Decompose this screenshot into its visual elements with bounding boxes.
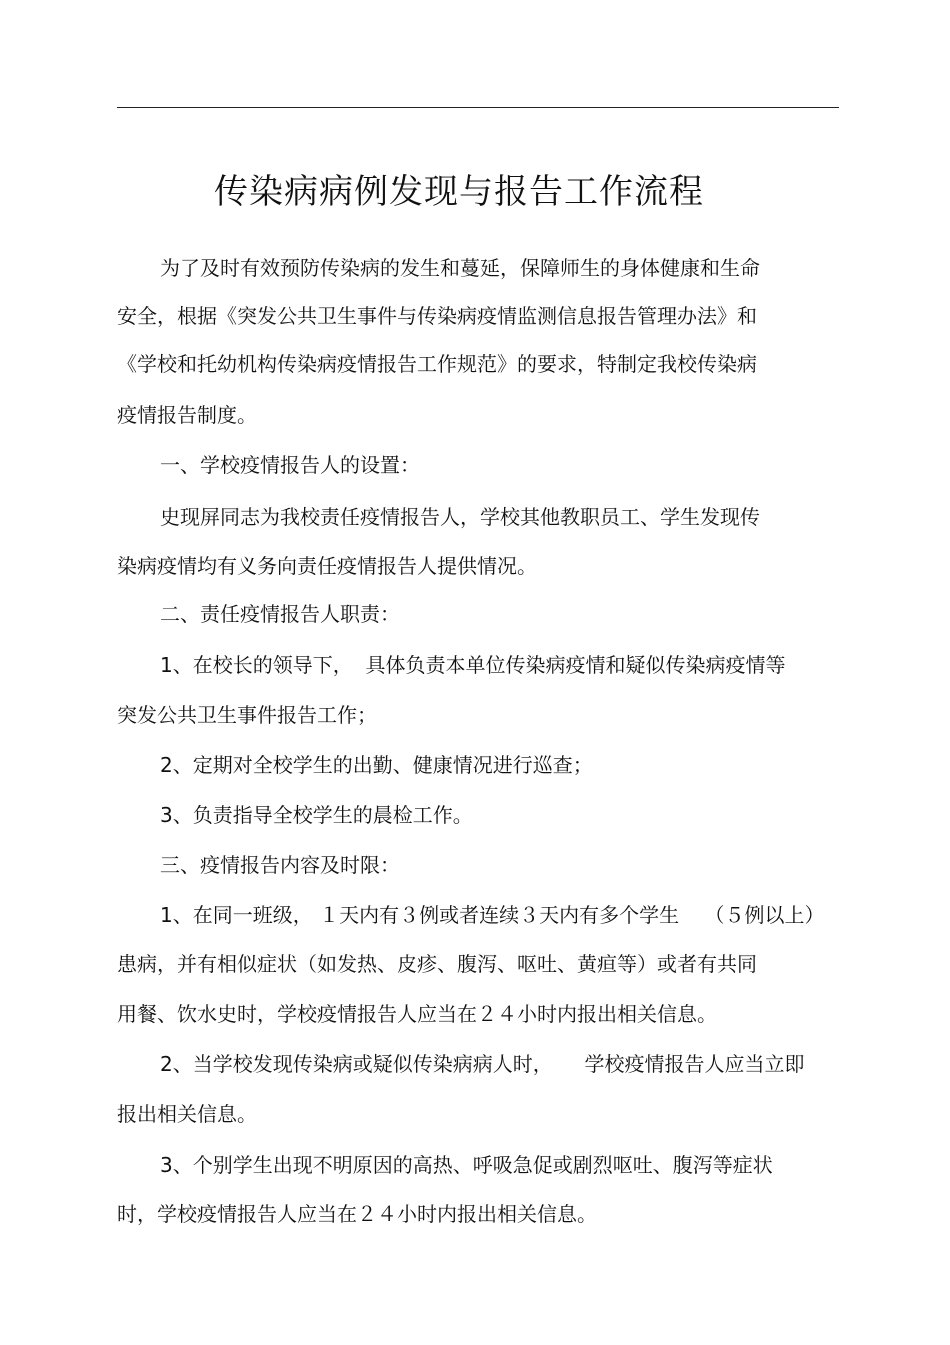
body-line: 史现屏同志为我校责任疫情报告人，学校其他教职员工、学生发现传 xyxy=(160,505,760,529)
body-line: 为了及时有效预防传染病的发生和蔓延，保障师生的身体健康和生命 xyxy=(160,256,760,280)
list-item-line: 1、在同一班级， １天内有３例或者连续３天内有多个学生 （５例以上） xyxy=(160,903,825,927)
body-line: 安全，根据《突发公共卫生事件与传染病疫情监测信息报告管理办法》和 xyxy=(117,304,757,328)
section-heading: 三、疫情报告内容及时限： xyxy=(160,853,400,877)
body-line: 《学校和托幼机构传染病疫情报告工作规范》的要求，特制定我校传染病 xyxy=(117,352,757,376)
list-item-line: 用餐、饮水史时，学校疫情报告人应当在２４小时内报出相关信息。 xyxy=(117,1002,717,1026)
list-item-line: 3、个别学生出现不明原因的高热、呼吸急促或剧烈呕吐、腹泻等症状 xyxy=(160,1153,773,1177)
list-item-line: 患病，并有相似症状（如发热、皮疹、腹泻、呕吐、黄疸等）或者有共同 xyxy=(117,952,757,976)
header-rule xyxy=(117,107,839,108)
list-item-line: 突发公共卫生事件报告工作； xyxy=(117,703,377,727)
section-heading: 一、学校疫情报告人的设置： xyxy=(160,453,420,477)
body-line: 疫情报告制度。 xyxy=(117,403,257,427)
body-line: 染病疫情均有义务向责任疫情报告人提供情况。 xyxy=(117,554,537,578)
document-title: 传染病病例发现与报告工作流程 xyxy=(214,172,704,212)
list-item-line: 报出相关信息。 xyxy=(117,1102,257,1126)
list-item-line: 1、在校长的领导下， 具体负责本单位传染病疫情和疑似传染病疫情等 xyxy=(160,653,786,677)
list-item-line: 3、负责指导全校学生的晨检工作。 xyxy=(160,803,473,827)
list-item-line: 2、当学校发现传染病或疑似传染病病人时， 学校疫情报告人应当立即 xyxy=(160,1052,805,1076)
section-heading: 二、责任疫情报告人职责： xyxy=(160,602,400,626)
list-item-line: 时，学校疫情报告人应当在２４小时内报出相关信息。 xyxy=(117,1202,597,1226)
list-item-line: 2、定期对全校学生的出勤、健康情况进行巡查； xyxy=(160,753,593,777)
